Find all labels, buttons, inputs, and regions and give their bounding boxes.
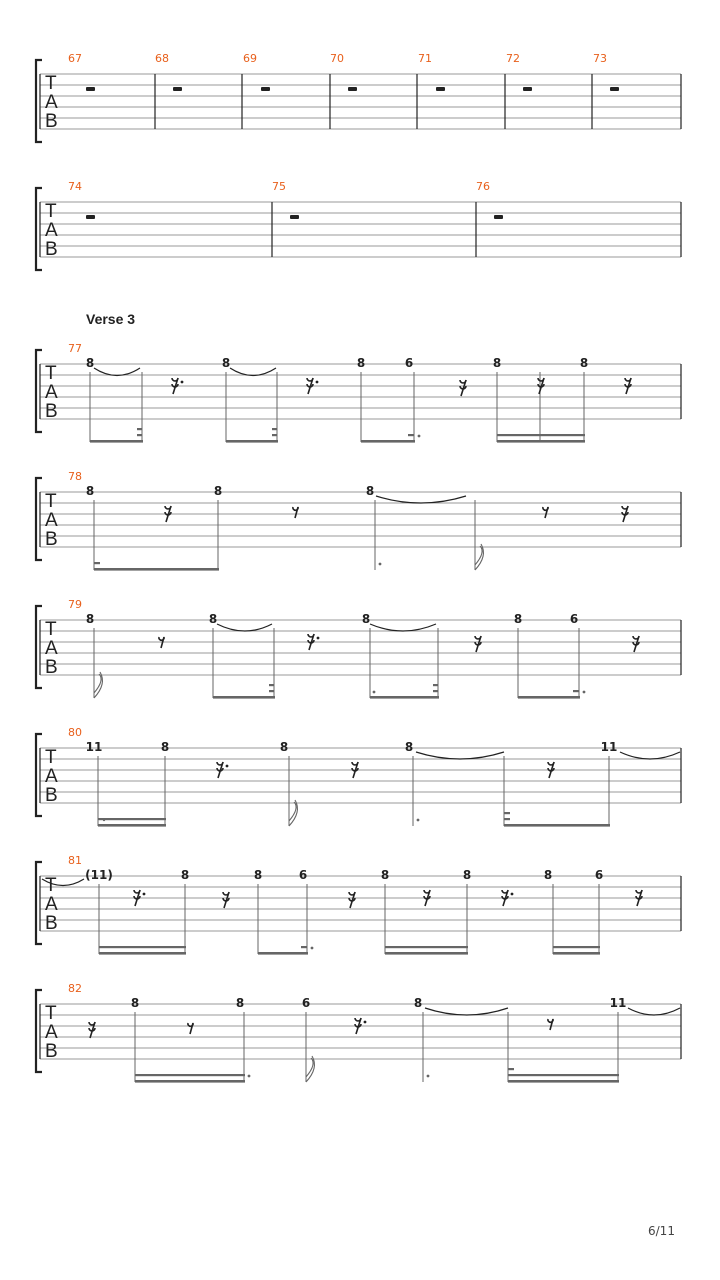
rest (89, 1022, 95, 1038)
system-7 (36, 854, 681, 955)
measure-number: 73 (593, 52, 607, 65)
whole-rest (436, 87, 445, 91)
tab-label-t: T (45, 875, 57, 896)
tab-label-a: A (45, 1022, 58, 1043)
rest (548, 762, 554, 778)
rest (633, 636, 639, 652)
fret-number: 11 (609, 996, 627, 1010)
rest (172, 378, 178, 394)
measure-number: 75 (272, 180, 286, 193)
fret-number: 8 (492, 356, 502, 370)
fret-number: 8 (413, 996, 423, 1010)
tab-label-b: B (45, 529, 58, 550)
fret-number: 8 (235, 996, 245, 1010)
fret-number: (11) (85, 868, 113, 882)
rest (460, 380, 466, 396)
tab-label-b: B (45, 239, 58, 260)
fret-number: 8 (279, 740, 289, 754)
whole-rest (173, 87, 182, 91)
whole-rest (494, 215, 503, 219)
fret-number: 8 (85, 612, 95, 626)
fret-number: 8 (221, 356, 231, 370)
measure-number: 68 (155, 52, 169, 65)
rest (223, 892, 229, 908)
tie (230, 368, 276, 376)
rest (543, 507, 548, 518)
fret-number: 8 (513, 612, 523, 626)
fret-number: 8 (253, 868, 263, 882)
rest (538, 378, 544, 394)
tab-label-t: T (45, 201, 57, 222)
fret-number: 11 (85, 740, 103, 754)
tab-label-a: A (45, 766, 58, 787)
system-2 (36, 180, 681, 270)
system-8 (36, 982, 681, 1083)
measure-number: 76 (476, 180, 490, 193)
measure-number: 80 (68, 726, 82, 739)
rest (636, 890, 642, 906)
fret-number: 8 (85, 356, 95, 370)
rest (307, 378, 313, 394)
fret-number: 8 (380, 868, 390, 882)
tab-label-a: A (45, 220, 58, 241)
tab-label-a: A (45, 382, 58, 403)
fret-number: 8 (365, 484, 375, 498)
measure-number: 72 (506, 52, 520, 65)
tab-label-t: T (45, 73, 57, 94)
measure-number: 67 (68, 52, 82, 65)
whole-rest (261, 87, 270, 91)
tab-label-b: B (45, 785, 58, 806)
rest (188, 1023, 193, 1034)
whole-rest (610, 87, 619, 91)
fret-number: 8 (160, 740, 170, 754)
fret-number: 8 (543, 868, 553, 882)
fret-number: 6 (301, 996, 311, 1010)
rest (622, 506, 628, 522)
tab-label-t: T (45, 619, 57, 640)
rest (352, 762, 358, 778)
measure-number: 74 (68, 180, 82, 193)
tie (376, 496, 466, 503)
whole-rest (290, 215, 299, 219)
fret-number: 8 (208, 612, 218, 626)
tie (620, 752, 680, 759)
section-label: Verse 3 (86, 311, 136, 327)
tie (425, 1008, 508, 1015)
fret-number: 8 (213, 484, 223, 498)
system-3 (36, 311, 681, 443)
tab-label-a: A (45, 92, 58, 113)
tab-label-a: A (45, 638, 58, 659)
measure-number: 82 (68, 982, 82, 995)
measure-number: 71 (418, 52, 432, 65)
measure-number: 79 (68, 598, 82, 611)
fret-number: 8 (361, 612, 371, 626)
rest (308, 634, 314, 650)
system-1 (36, 52, 681, 142)
rest (475, 636, 481, 652)
measure-number: 69 (243, 52, 257, 65)
rest (355, 1018, 361, 1034)
whole-rest (86, 87, 95, 91)
tab-label-b: B (45, 401, 58, 422)
tab-label-b: B (45, 913, 58, 934)
tab-label-b: B (45, 1041, 58, 1062)
fret-number: 8 (579, 356, 589, 370)
whole-rest (348, 87, 357, 91)
fret-number: 11 (600, 740, 618, 754)
fret-number: 6 (569, 612, 579, 626)
rest (165, 506, 171, 522)
tab-label-t: T (45, 747, 57, 768)
fret-number: 8 (462, 868, 472, 882)
tie (416, 752, 504, 759)
rest (625, 378, 631, 394)
system-4 (36, 470, 681, 571)
fret-number: 8 (404, 740, 414, 754)
fret-number: 6 (404, 356, 414, 370)
tab-label-t: T (45, 491, 57, 512)
system-5 (36, 598, 681, 699)
tab-label-a: A (45, 510, 58, 531)
rest (217, 762, 223, 778)
tie (94, 368, 140, 376)
measure-number: 78 (68, 470, 82, 483)
tab-label-b: B (45, 657, 58, 678)
fret-number: 8 (130, 996, 140, 1010)
tab-label-a: A (45, 894, 58, 915)
whole-rest (523, 87, 532, 91)
whole-rest (86, 215, 95, 219)
tie (370, 624, 436, 631)
tie (217, 624, 272, 631)
page-number: 6/11 (648, 1224, 675, 1238)
fret-number: 8 (85, 484, 95, 498)
fret-number: 6 (298, 868, 308, 882)
rest (349, 892, 355, 908)
measure-number: 70 (330, 52, 344, 65)
tab-label-t: T (45, 363, 57, 384)
measure-number: 81 (68, 854, 82, 867)
fret-number: 6 (594, 868, 604, 882)
system-6 (36, 726, 681, 827)
rest (134, 890, 140, 906)
fret-number: 8 (180, 868, 190, 882)
tie (628, 1008, 680, 1015)
rest (424, 890, 430, 906)
rest (548, 1019, 553, 1030)
fret-number: 8 (356, 356, 366, 370)
rest (293, 507, 298, 518)
tab-label-b: B (45, 111, 58, 132)
tab-label-t: T (45, 1003, 57, 1024)
measure-number: 77 (68, 342, 82, 355)
rest (502, 890, 508, 906)
